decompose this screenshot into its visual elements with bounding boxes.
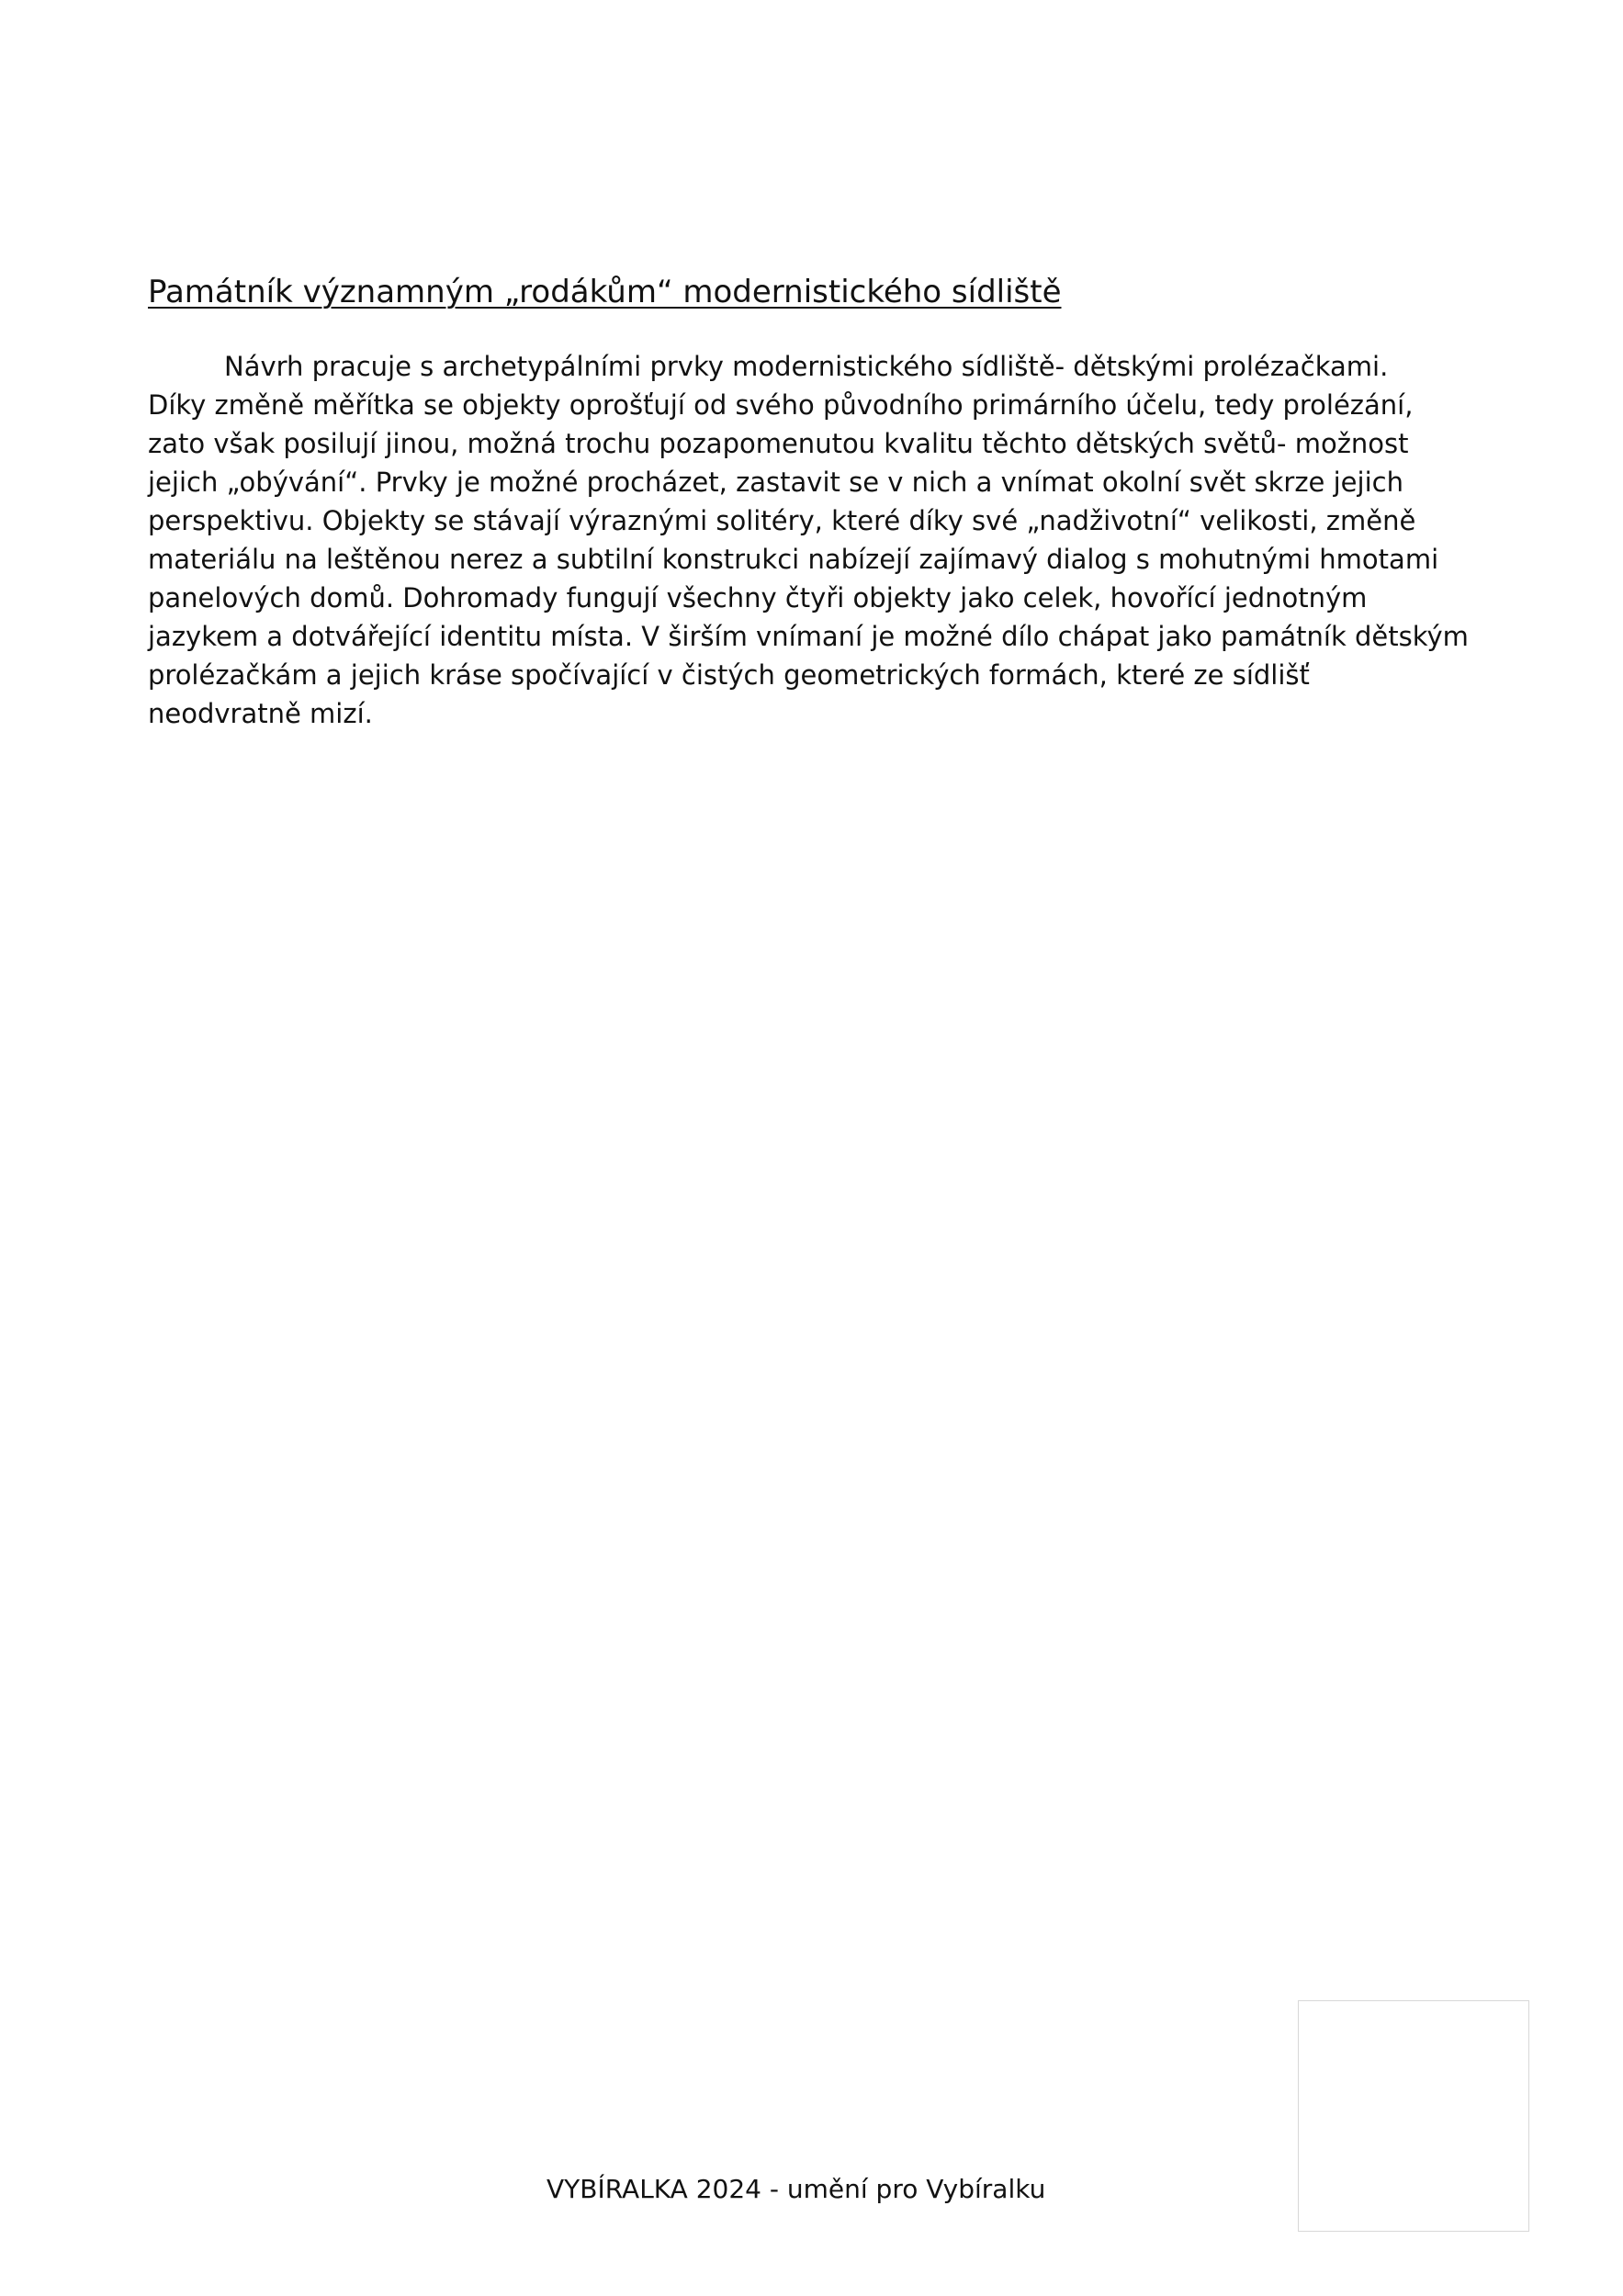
body-line: prolézačkám a jejich kráse spočívající v čistých geometrických formách, které ze sídlišť [148, 659, 1310, 691]
document-title: Památník významným „rodákům“ modernistického sídliště [148, 274, 1062, 310]
document-body [148, 347, 1489, 733]
body-line: perspektivu. Objekty se stávají výraznými solitéry, které díky své „nadživotní“ velikosti, změně [148, 505, 1416, 536]
body-line: materiálu na leštěnou nerez a subtilní konstrukci nabízejí zajímavý dialog s mohutnými hmotami [148, 544, 1439, 575]
body-line: zato však posilují jinou, možná trochu pozapomenutou kvalitu těchto dětských světů- možnost [148, 428, 1409, 459]
empty-stamp-box [1298, 2000, 1529, 2232]
body-line: Návrh pracuje s archetypálními prvky modernistického sídliště- dětskými prolézačkami. [224, 351, 1389, 382]
body-line: Díky změně měřítka se objekty oprošťují od svého původního primárního účelu, tedy prolézání, [148, 389, 1414, 421]
body-line: jejich „obývání“. Prvky je možné procházet, zastavit se v nich a vnímat okolní svět skrze jejich [148, 467, 1403, 498]
body-line: jazykem a dotvářející identitu místa. V širším vnímaní je možné dílo chápat jako památník dětským [148, 621, 1469, 652]
body-line: panelových domů. Dohromady fungují všechny čtyři objekty jako celek, hovořící jednotným [148, 582, 1368, 613]
body-line: neodvratně mizí. [148, 698, 373, 729]
page-footer: VYBÍRALKA 2024 - umění pro Vybíralku [547, 2174, 1046, 2204]
